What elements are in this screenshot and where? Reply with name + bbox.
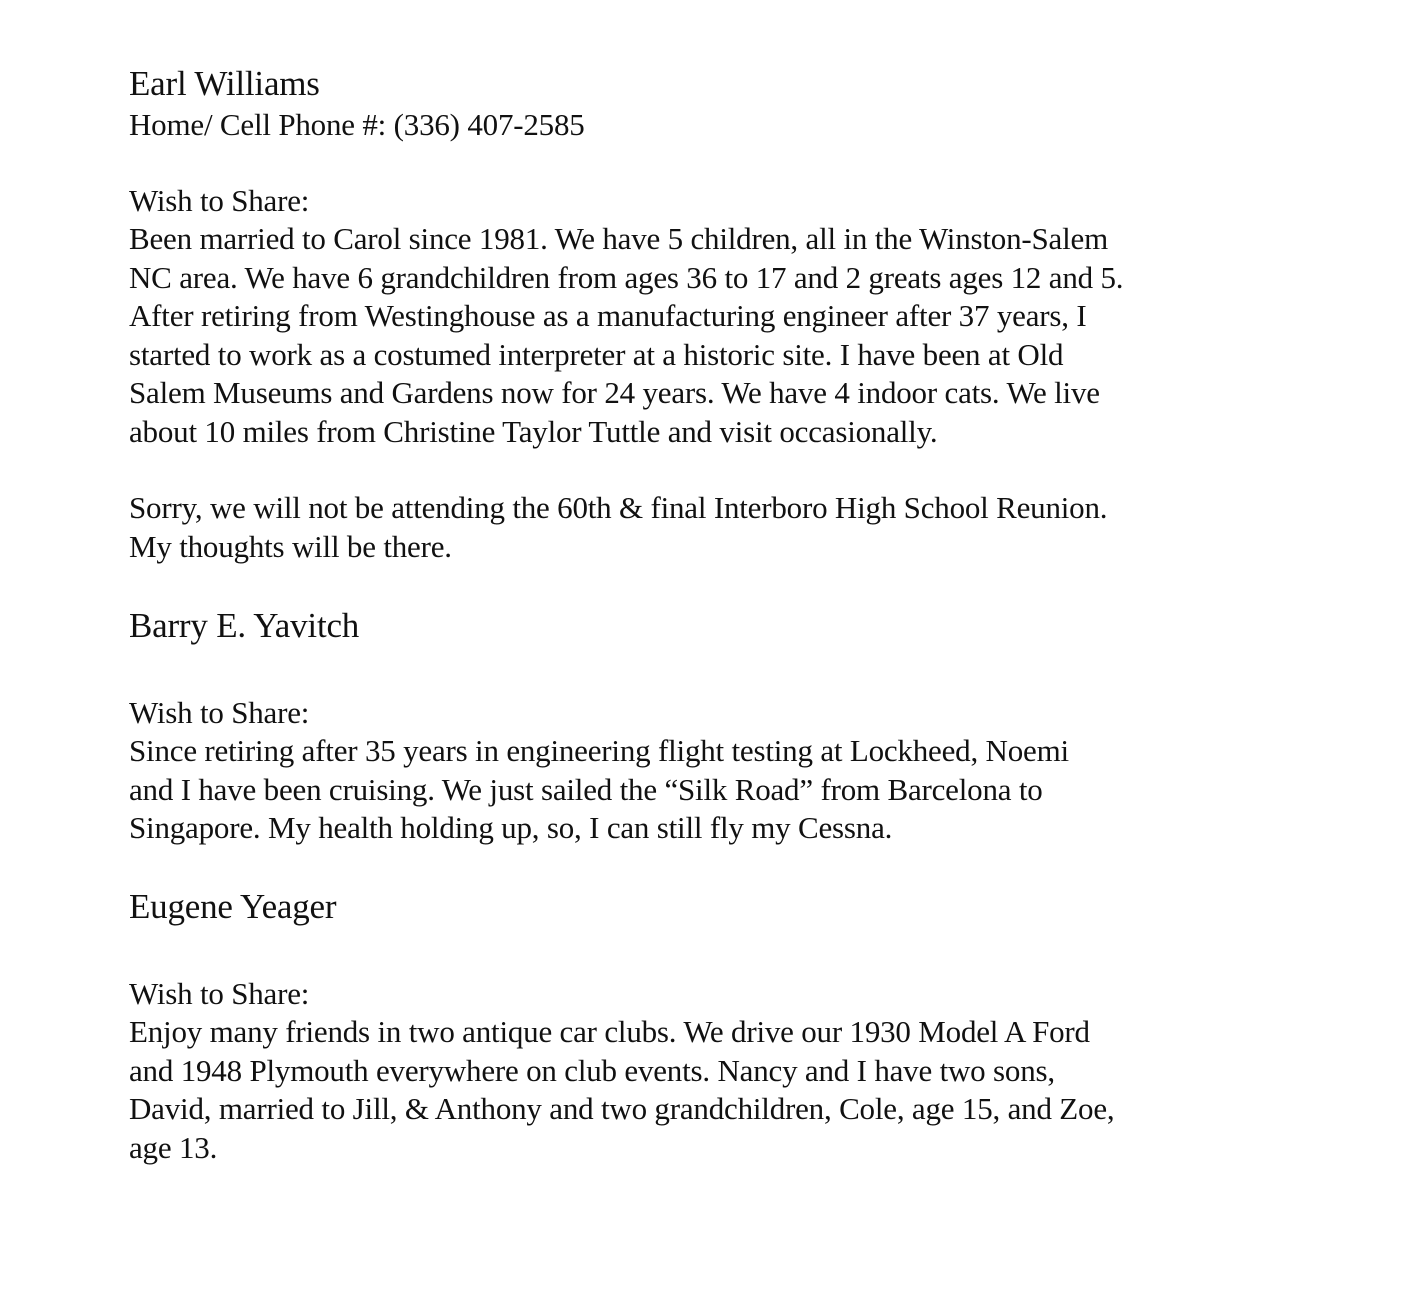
wish-to-share-label: Wish to Share: [129,695,310,730]
wish-to-share-label: Wish to Share: [129,976,310,1011]
entry-name-earl-williams: Earl Williams [129,64,320,103]
paragraph-line: NC area. We have 6 grandchildren from ages 36 to 17 and 2 greats ages 12 and 5. [129,260,1124,295]
entry-name-barry-yavitch: Barry E. Yavitch [129,606,360,645]
paragraph-line: Singapore. My health holding up, so, I can still fly my Cessna. [129,810,893,845]
wish-to-share-label: Wish to Share: [129,183,310,218]
paragraph-line: Been married to Carol since 1981. We have 5 children, all in the Winston-Salem [129,221,1109,256]
paragraph-line: Enjoy many friends in two antique car clubs. We drive our 1930 Model A Ford [129,1014,1090,1049]
paragraph-line: David, married to Jill, & Anthony and two grandchildren, Cole, age 15, and Zoe, [129,1091,1115,1126]
phone-line: Home/ Cell Phone #: (336) 407-2585 [129,107,585,142]
paragraph-line: My thoughts will be there. [129,529,452,564]
paragraph-line: Salem Museums and Gardens now for 24 years. We have 4 indoor cats. We live [129,375,1100,410]
paragraph-line: about 10 miles from Christine Taylor Tuttle and visit occasionally. [129,414,938,449]
paragraph-line: age 13. [129,1130,218,1165]
paragraph-line: and I have been cruising. We just sailed the “Silk Road” from Barcelona to [129,772,1043,807]
paragraph-line: and 1948 Plymouth everywhere on club events. Nancy and I have two sons, [129,1053,1055,1088]
paragraph-line: Sorry, we will not be attending the 60th & final Interboro High School Reunion. [129,490,1108,525]
entry-name-eugene-yeager: Eugene Yeager [129,887,337,926]
paragraph-line: started to work as a costumed interpreter at a historic site. I have been at Old [129,337,1064,372]
paragraph-line: Since retiring after 35 years in engineering flight testing at Lockheed, Noemi [129,733,1069,768]
paragraph-line: After retiring from Westinghouse as a manufacturing engineer after 37 years, I [129,298,1087,333]
